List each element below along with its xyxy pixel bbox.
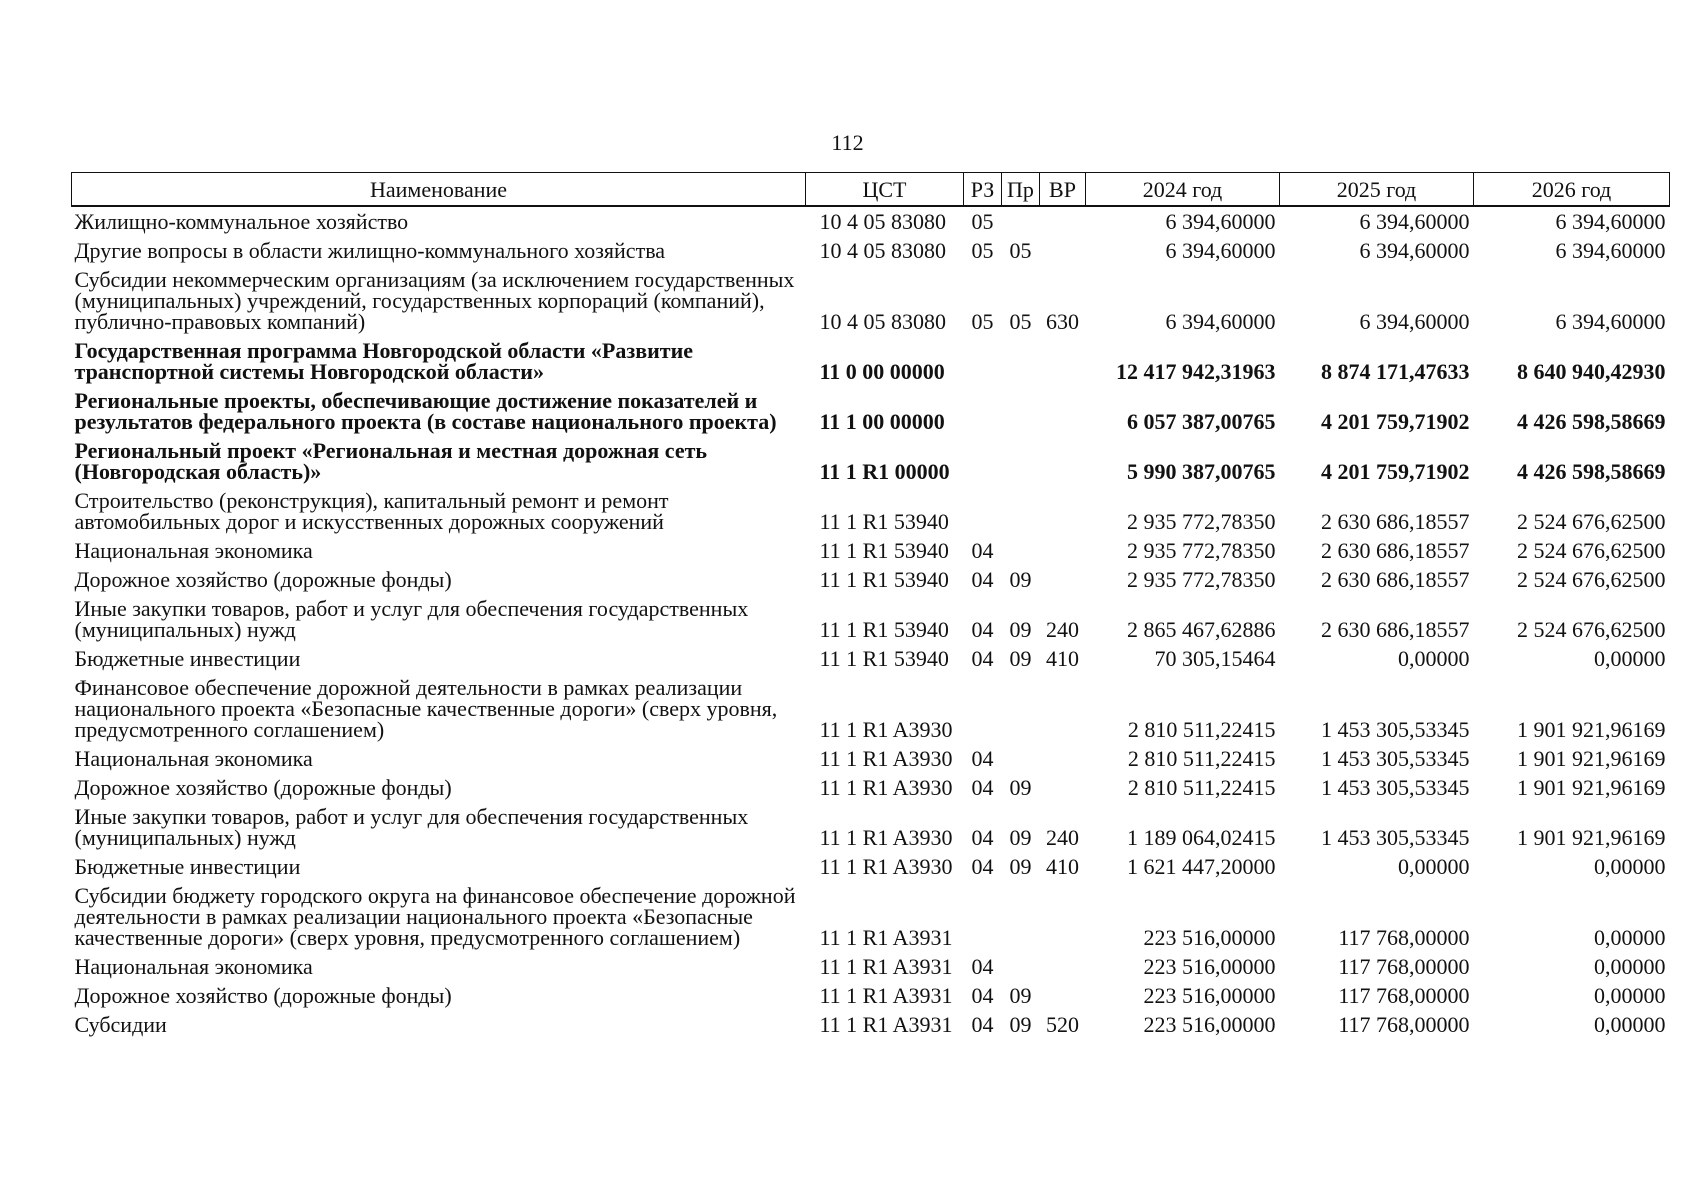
cell-2025: 2 630 686,18557	[1321, 567, 1470, 592]
cell-name: Иные закупки товаров, работ и услуг для обеспечения государственных (муниципальных) нужд	[74, 804, 749, 850]
cell-cst: 11 1 R1 53940	[819, 646, 949, 671]
cell-rz: 04	[971, 825, 994, 850]
cell-vr	[1040, 881, 1086, 952]
cell-vr: 240	[1046, 617, 1079, 642]
cell-vr	[1040, 386, 1086, 436]
cell-2026: 0,00000	[1594, 925, 1666, 950]
cell-2024: 2 935 772,78350	[1127, 538, 1276, 563]
cell-pr	[1002, 881, 1040, 952]
cell-cst: 11 1 R1 A3931	[819, 954, 953, 979]
table-row	[72, 565, 1670, 594]
table-row	[72, 265, 1670, 336]
cell-cst: 11 1 R1 A3930	[819, 854, 953, 879]
cell-pr: 09	[1009, 646, 1032, 671]
cell-pr	[1002, 206, 1040, 236]
cell-2024: 1 189 064,02415	[1127, 825, 1276, 850]
cell-cst: 10 4 05 83080	[819, 209, 946, 234]
cell-vr: 410	[1046, 646, 1079, 671]
cell-cst: 11 1 R1 53940	[819, 617, 949, 642]
cell-pr: 09	[1009, 617, 1032, 642]
cell-2025: 1 453 305,53345	[1321, 775, 1470, 800]
cell-2024: 2 935 772,78350	[1127, 509, 1276, 534]
cell-2025: 117 768,00000	[1338, 954, 1470, 979]
table-row	[72, 436, 1670, 486]
cell-vr	[1040, 236, 1086, 265]
cell-name: Субсидии некоммерческим организациям (за исключением государственных (муниципальных) учреждений, государственных корпораций (компаний), публично-правовых компаний)	[74, 267, 795, 334]
header-2026: 2026 год	[1474, 173, 1670, 207]
cell-pr: 09	[1009, 825, 1032, 850]
cell-2024: 223 516,00000	[1143, 1012, 1276, 1037]
cell-2025: 6 394,60000	[1359, 209, 1470, 234]
cell-rz: 04	[971, 854, 994, 879]
cell-2024: 2 865 467,62886	[1127, 617, 1276, 642]
cell-cst: 11 1 R1 A3930	[819, 746, 953, 771]
cell-name: Бюджетные инвестиции	[74, 854, 301, 879]
cell-name: Региональный проект «Региональная и местная дорожная сеть (Новгородская область)»	[74, 438, 708, 484]
cell-pr	[1002, 386, 1040, 436]
cell-rz: 04	[971, 646, 994, 671]
cell-2026: 1 901 921,96169	[1517, 717, 1666, 742]
cell-rz: 04	[971, 983, 994, 1008]
cell-2026: 2 524 676,62500	[1517, 567, 1666, 592]
cell-2026: 8 640 940,42930	[1517, 359, 1666, 384]
cell-rz: 04	[971, 954, 994, 979]
table-row	[72, 981, 1670, 1010]
cell-2026: 1 901 921,96169	[1517, 825, 1666, 850]
table-body	[72, 206, 1670, 1039]
cell-2025: 0,00000	[1398, 854, 1470, 879]
cell-name: Жилищно-коммунальное хозяйство	[74, 209, 409, 234]
cell-2024: 6 057 387,00765	[1127, 409, 1276, 434]
cell-2026: 6 394,60000	[1555, 209, 1666, 234]
cell-vr	[1040, 206, 1086, 236]
cell-pr: 05	[1009, 238, 1032, 263]
cell-2026: 0,00000	[1594, 646, 1666, 671]
cell-2025: 117 768,00000	[1338, 983, 1470, 1008]
cell-cst: 11 1 00 00000	[819, 409, 945, 434]
cell-2025: 4 201 759,71902	[1321, 459, 1470, 484]
table-row	[72, 744, 1670, 773]
header-name: Наименование	[72, 173, 806, 207]
cell-rz: 05	[971, 209, 994, 234]
cell-cst: 10 4 05 83080	[819, 309, 946, 334]
cell-cst: 10 4 05 83080	[819, 238, 946, 263]
cell-2024: 1 621 447,20000	[1127, 854, 1276, 879]
cell-cst: 11 1 R1 A3930	[819, 717, 953, 742]
cell-2025: 2 630 686,18557	[1321, 509, 1470, 534]
cell-name: Иные закупки товаров, работ и услуг для обеспечения государственных (муниципальных) нужд	[74, 596, 749, 642]
cell-2024: 223 516,00000	[1143, 925, 1276, 950]
cell-vr: 240	[1046, 825, 1079, 850]
cell-cst: 11 1 R1 53940	[819, 567, 949, 592]
cell-pr: 09	[1009, 775, 1032, 800]
cell-2024: 70 305,15464	[1154, 646, 1276, 671]
table-row	[72, 881, 1670, 952]
cell-name: Национальная экономика	[74, 746, 313, 771]
cell-2024: 12 417 942,31963	[1116, 359, 1276, 384]
cell-vr	[1040, 536, 1086, 565]
table-row	[72, 594, 1670, 644]
cell-vr: 410	[1046, 854, 1079, 879]
cell-2026: 0,00000	[1594, 1012, 1666, 1037]
cell-rz	[964, 881, 1002, 952]
header-vr: ВР	[1040, 173, 1086, 207]
table-row	[72, 486, 1670, 536]
cell-pr	[1002, 744, 1040, 773]
table-row	[72, 802, 1670, 852]
cell-vr: 520	[1046, 1012, 1079, 1037]
cell-2025: 117 768,00000	[1338, 925, 1470, 950]
cell-name: Бюджетные инвестиции	[74, 646, 301, 671]
cell-cst: 11 1 R1 A3930	[819, 775, 953, 800]
cell-2025: 6 394,60000	[1359, 309, 1470, 334]
cell-2026: 2 524 676,62500	[1517, 509, 1666, 534]
cell-2025: 4 201 759,71902	[1321, 409, 1470, 434]
cell-2024: 2 810 511,22415	[1127, 717, 1276, 742]
cell-pr	[1002, 673, 1040, 744]
table-row	[72, 673, 1670, 744]
cell-cst: 11 1 R1 A3930	[819, 825, 953, 850]
table-row	[72, 206, 1670, 236]
header-2024: 2024 год	[1086, 173, 1280, 207]
cell-2026: 2 524 676,62500	[1517, 617, 1666, 642]
cell-vr	[1040, 336, 1086, 386]
cell-pr	[1002, 336, 1040, 386]
cell-2025: 8 874 171,47633	[1321, 359, 1470, 384]
page-number: 112	[831, 130, 864, 155]
cell-name: Дорожное хозяйство (дорожные фонды)	[74, 567, 452, 592]
cell-pr: 09	[1009, 983, 1032, 1008]
table-row	[72, 773, 1670, 802]
cell-name: Государственная программа Новгородской области «Развитие транспортной системы Новгородской области»	[74, 338, 694, 384]
cell-2024: 6 394,60000	[1165, 209, 1276, 234]
cell-vr	[1040, 952, 1086, 981]
cell-cst: 11 1 R1 00000	[819, 459, 950, 484]
cell-vr	[1040, 436, 1086, 486]
cell-2026: 6 394,60000	[1555, 309, 1666, 334]
cell-cst: 11 1 R1 A3931	[819, 983, 953, 1008]
cell-rz	[964, 673, 1002, 744]
table-header-row	[72, 173, 1670, 207]
cell-2024: 6 394,60000	[1165, 309, 1276, 334]
cell-name: Дорожное хозяйство (дорожные фонды)	[74, 983, 452, 1008]
cell-2025: 2 630 686,18557	[1321, 538, 1470, 563]
cell-2024: 223 516,00000	[1143, 954, 1276, 979]
cell-rz: 04	[971, 1012, 994, 1037]
header-pr: Пр	[1002, 173, 1040, 207]
cell-2024: 5 990 387,00765	[1127, 459, 1276, 484]
cell-2025: 1 453 305,53345	[1321, 825, 1470, 850]
cell-pr: 09	[1009, 567, 1032, 592]
header-rz: РЗ	[964, 173, 1002, 207]
cell-2025: 117 768,00000	[1338, 1012, 1470, 1037]
cell-2026: 0,00000	[1594, 954, 1666, 979]
cell-vr	[1040, 673, 1086, 744]
cell-pr: 09	[1009, 854, 1032, 879]
cell-2026: 4 426 598,58669	[1517, 409, 1666, 434]
table-row	[72, 1010, 1670, 1039]
cell-name: Национальная экономика	[74, 954, 313, 979]
cell-2026: 6 394,60000	[1555, 238, 1666, 263]
cell-rz	[964, 486, 1002, 536]
cell-rz: 04	[971, 617, 994, 642]
cell-2026: 1 901 921,96169	[1517, 775, 1666, 800]
cell-name: Другие вопросы в области жилищно-коммунального хозяйства	[74, 238, 666, 263]
cell-vr	[1040, 773, 1086, 802]
cell-2024: 6 394,60000	[1165, 238, 1276, 263]
table-row	[72, 386, 1670, 436]
table-row	[72, 644, 1670, 673]
cell-vr	[1040, 744, 1086, 773]
cell-vr	[1040, 981, 1086, 1010]
cell-name: Финансовое обеспечение дорожной деятельности в рамках реализации национального проекта «Безопасные качественные дороги» (сверх уровня, предусмотренного соглашением)	[74, 675, 778, 742]
cell-name: Дорожное хозяйство (дорожные фонды)	[74, 775, 452, 800]
cell-pr	[1002, 952, 1040, 981]
cell-pr	[1002, 486, 1040, 536]
cell-cst: 11 0 00 00000	[819, 359, 945, 384]
table-row	[72, 536, 1670, 565]
cell-cst: 11 1 R1 A3931	[819, 1012, 953, 1037]
cell-2025: 6 394,60000	[1359, 238, 1470, 263]
cell-rz: 04	[971, 746, 994, 771]
header-2025: 2025 год	[1280, 173, 1474, 207]
cell-pr	[1002, 436, 1040, 486]
table-row	[72, 236, 1670, 265]
cell-rz: 04	[971, 538, 994, 563]
cell-cst: 11 1 R1 53940	[819, 509, 949, 534]
cell-rz	[964, 436, 1002, 486]
budget-table	[71, 172, 1670, 1039]
table-row	[72, 852, 1670, 881]
cell-rz: 04	[971, 775, 994, 800]
table-row	[72, 336, 1670, 386]
cell-pr: 05	[1009, 309, 1032, 334]
cell-rz: 04	[971, 567, 994, 592]
cell-name: Субсидии	[74, 1012, 167, 1037]
cell-2026: 1 901 921,96169	[1517, 746, 1666, 771]
cell-2025: 0,00000	[1398, 646, 1470, 671]
cell-cst: 11 1 R1 53940	[819, 538, 949, 563]
cell-name: Региональные проекты, обеспечивающие достижение показателей и результатов федерального проекта (в составе национального проекта)	[74, 388, 777, 434]
cell-2026: 0,00000	[1594, 854, 1666, 879]
cell-2024: 2 935 772,78350	[1127, 567, 1276, 592]
cell-vr: 630	[1046, 309, 1079, 334]
cell-2024: 2 810 511,22415	[1127, 746, 1276, 771]
cell-rz	[964, 336, 1002, 386]
cell-name: Строительство (реконструкция), капитальный ремонт и ремонт автомобильных дорог и искусственных дорожных сооружений	[74, 488, 669, 534]
cell-rz: 05	[971, 309, 994, 334]
header-cst: ЦСТ	[806, 173, 964, 207]
cell-2024: 2 810 511,22415	[1127, 775, 1276, 800]
table-row	[72, 952, 1670, 981]
cell-2025: 1 453 305,53345	[1321, 717, 1470, 742]
cell-vr	[1040, 486, 1086, 536]
cell-rz: 05	[971, 238, 994, 263]
cell-2025: 1 453 305,53345	[1321, 746, 1470, 771]
cell-vr	[1040, 565, 1086, 594]
cell-cst: 11 1 R1 A3931	[819, 925, 953, 950]
cell-name: Субсидии бюджету городского округа на финансовое обеспечение дорожной деятельности в рамках реализации национального проекта «Безопасные качественные дороги» (сверх уровня, предусмотренного соглашением)	[74, 883, 796, 950]
cell-rz	[964, 386, 1002, 436]
cell-2024: 223 516,00000	[1143, 983, 1276, 1008]
cell-2026: 4 426 598,58669	[1517, 459, 1666, 484]
cell-pr	[1002, 536, 1040, 565]
cell-pr: 09	[1009, 1012, 1032, 1037]
cell-2026: 2 524 676,62500	[1517, 538, 1666, 563]
cell-2025: 2 630 686,18557	[1321, 617, 1470, 642]
cell-2026: 0,00000	[1594, 983, 1666, 1008]
cell-name: Национальная экономика	[74, 538, 313, 563]
